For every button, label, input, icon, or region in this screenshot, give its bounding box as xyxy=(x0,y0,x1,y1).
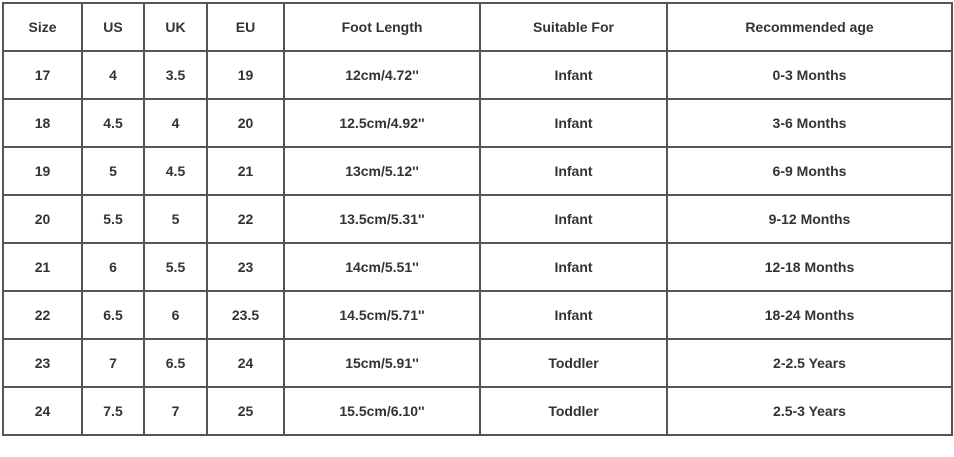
cell-eu: 21 xyxy=(207,147,284,195)
header-uk: UK xyxy=(144,3,207,51)
cell-uk: 3.5 xyxy=(144,51,207,99)
cell-size: 18 xyxy=(3,99,82,147)
header-us: US xyxy=(82,3,144,51)
cell-suitable-for: Infant xyxy=(480,147,667,195)
cell-recommended-age: 0-3 Months xyxy=(667,51,952,99)
cell-us: 6 xyxy=(82,243,144,291)
cell-us: 7.5 xyxy=(82,387,144,435)
cell-size: 21 xyxy=(3,243,82,291)
cell-foot-length: 15.5cm/6.10'' xyxy=(284,387,480,435)
cell-suitable-for: Infant xyxy=(480,51,667,99)
cell-foot-length: 15cm/5.91'' xyxy=(284,339,480,387)
cell-foot-length: 14cm/5.51'' xyxy=(284,243,480,291)
cell-size: 22 xyxy=(3,291,82,339)
table-header xyxy=(3,3,952,51)
cell-uk: 6 xyxy=(144,291,207,339)
cell-recommended-age: 3-6 Months xyxy=(667,99,952,147)
cell-us: 5.5 xyxy=(82,195,144,243)
cell-foot-length: 12.5cm/4.92'' xyxy=(284,99,480,147)
cell-suitable-for: Infant xyxy=(480,243,667,291)
table-row xyxy=(3,339,952,387)
cell-recommended-age: 6-9 Months xyxy=(667,147,952,195)
cell-us: 4.5 xyxy=(82,99,144,147)
cell-size: 23 xyxy=(3,339,82,387)
cell-uk: 5.5 xyxy=(144,243,207,291)
header-recommended-age: Recommended age xyxy=(667,3,952,51)
table-row xyxy=(3,387,952,435)
cell-uk: 6.5 xyxy=(144,339,207,387)
cell-recommended-age: 9-12 Months xyxy=(667,195,952,243)
cell-foot-length: 14.5cm/5.71'' xyxy=(284,291,480,339)
cell-us: 5 xyxy=(82,147,144,195)
cell-size: 24 xyxy=(3,387,82,435)
cell-recommended-age: 2.5-3 Years xyxy=(667,387,952,435)
cell-us: 7 xyxy=(82,339,144,387)
size-chart-container xyxy=(2,2,953,436)
cell-eu: 23.5 xyxy=(207,291,284,339)
header-size: Size xyxy=(3,3,82,51)
cell-eu: 23 xyxy=(207,243,284,291)
cell-uk: 4 xyxy=(144,99,207,147)
cell-size: 20 xyxy=(3,195,82,243)
cell-suitable-for: Infant xyxy=(480,195,667,243)
table-row xyxy=(3,99,952,147)
header-suitable-for: Suitable For xyxy=(480,3,667,51)
header-foot-length: Foot Length xyxy=(284,3,480,51)
cell-eu: 22 xyxy=(207,195,284,243)
cell-suitable-for: Toddler xyxy=(480,387,667,435)
cell-uk: 4.5 xyxy=(144,147,207,195)
size-chart-table xyxy=(2,2,953,436)
cell-recommended-age: 12-18 Months xyxy=(667,243,952,291)
cell-suitable-for: Infant xyxy=(480,99,667,147)
cell-us: 6.5 xyxy=(82,291,144,339)
cell-suitable-for: Infant xyxy=(480,291,667,339)
header-row xyxy=(3,3,952,51)
cell-foot-length: 13cm/5.12'' xyxy=(284,147,480,195)
cell-uk: 7 xyxy=(144,387,207,435)
table-body xyxy=(3,51,952,435)
cell-size: 17 xyxy=(3,51,82,99)
cell-size: 19 xyxy=(3,147,82,195)
cell-us: 4 xyxy=(82,51,144,99)
cell-eu: 25 xyxy=(207,387,284,435)
cell-eu: 24 xyxy=(207,339,284,387)
cell-eu: 19 xyxy=(207,51,284,99)
table-row xyxy=(3,195,952,243)
cell-recommended-age: 2-2.5 Years xyxy=(667,339,952,387)
cell-foot-length: 13.5cm/5.31'' xyxy=(284,195,480,243)
table-row xyxy=(3,291,952,339)
cell-foot-length: 12cm/4.72'' xyxy=(284,51,480,99)
cell-uk: 5 xyxy=(144,195,207,243)
table-row xyxy=(3,243,952,291)
header-eu: EU xyxy=(207,3,284,51)
table-row xyxy=(3,147,952,195)
cell-suitable-for: Toddler xyxy=(480,339,667,387)
table-row xyxy=(3,51,952,99)
cell-eu: 20 xyxy=(207,99,284,147)
cell-recommended-age: 18-24 Months xyxy=(667,291,952,339)
